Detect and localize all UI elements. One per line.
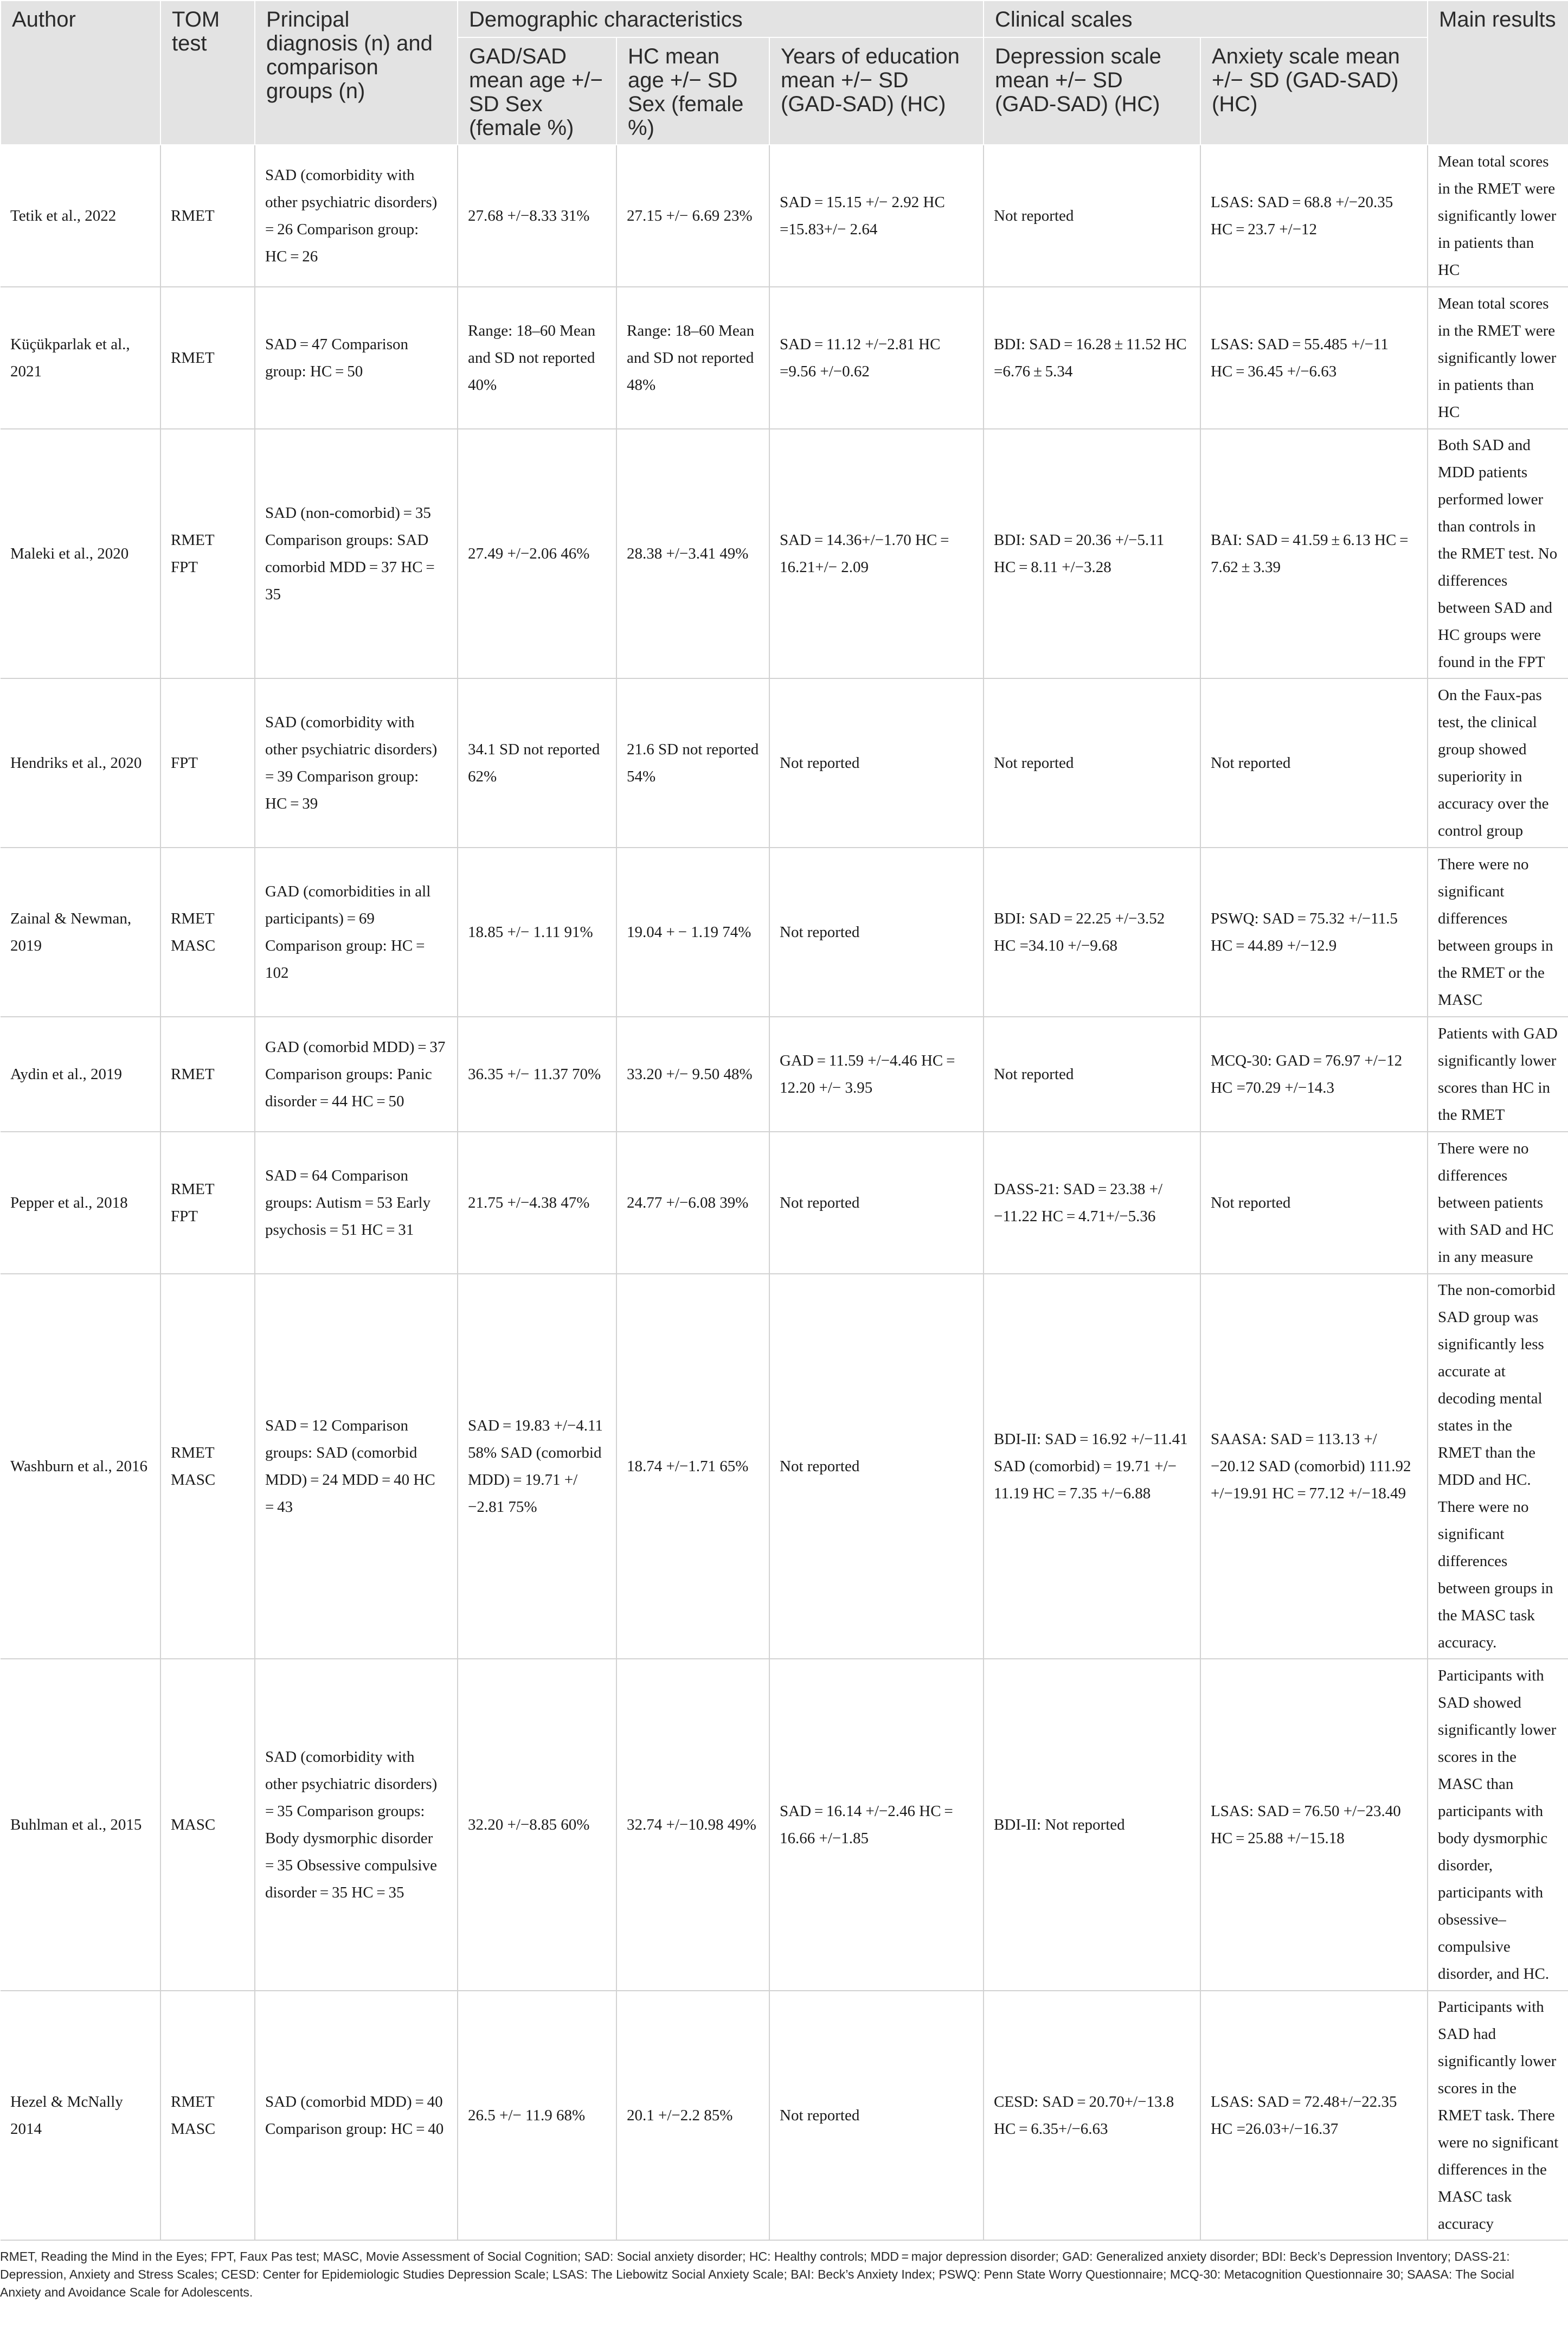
cell-tom-test: RMET MASC bbox=[160, 1991, 255, 2240]
cell-education: Not reported bbox=[769, 1991, 984, 2240]
cell-author: Washburn et al., 2016 bbox=[1, 1274, 160, 1659]
header-clinical: Clinical scales bbox=[984, 1, 1428, 37]
cell-main-results: Mean total scores in the RMET were significantly lower in patients than HC bbox=[1428, 145, 1568, 287]
cell-hc-age: 20.1 +/−2.2 85% bbox=[616, 1991, 769, 2240]
cell-tom-test: RMET FPT bbox=[160, 429, 255, 678]
cell-anxiety: LSAS: SAD = 68.8 +/−20.35 HC = 23.7 +/−12 bbox=[1200, 145, 1428, 287]
table-footnote: RMET, Reading the Mind in the Eyes; FPT, Faux Pas test; MASC, Movie Assessment of Social Cognition; SAD: Social anxiety disorder; HC: Healthy controls; MDD = major depression disorder; GAD: Generalized anxiety disorder; BDI: Beck’s Depression Inventory; DASS-21: Depression, Anxiety and Stress Scales; CESD: Center for Epidemiologic Studies Depression Scale; LSAS: The Liebowitz Social Anxiety Scale; BAI: Beck’s Anxiety Index; PSWQ: Penn State Worry Questionnaire; MCQ-30: Metacognition Questionnaire 30; SAASA: The Social Anxiety and Avoidance Scale for Adolescents. bbox=[0, 2249, 1514, 2299]
cell-author: Maleki et al., 2020 bbox=[1, 429, 160, 678]
cell-depression: BDI: SAD = 22.25 +/−3.52 HC =34.10 +/−9.68 bbox=[984, 848, 1200, 1017]
cell-anxiety: Not reported bbox=[1200, 1132, 1428, 1274]
cell-anxiety: LSAS: SAD = 72.48+/−22.35 HC =26.03+/−16.37 bbox=[1200, 1991, 1428, 2240]
header-row-top bbox=[1, 1, 1568, 37]
cell-gad-sad-age: SAD = 19.83 +/−4.11 58% SAD (comorbid MDD) = 19.71 +/−2.81 75% bbox=[458, 1274, 616, 1659]
cell-anxiety: LSAS: SAD = 55.485 +/−11 HC = 36.45 +/−6.63 bbox=[1200, 287, 1428, 429]
cell-gad-sad-age: 26.5 +/− 11.9 68% bbox=[458, 1991, 616, 2240]
cell-anxiety: Not reported bbox=[1200, 678, 1428, 848]
cell-main-results: On the Faux-pas test, the clinical group showed superiority in accuracy over the control group bbox=[1428, 678, 1568, 848]
cell-hc-age: Range: 18–60 Mean and SD not reported 48% bbox=[616, 287, 769, 429]
cell-gad-sad-age: Range: 18–60 Mean and SD not reported 40% bbox=[458, 287, 616, 429]
cell-tom-test: FPT bbox=[160, 678, 255, 848]
cell-anxiety: MCQ-30: GAD = 76.97 +/−12 HC =70.29 +/−14.3 bbox=[1200, 1017, 1428, 1132]
cell-depression: Not reported bbox=[984, 1017, 1200, 1132]
cell-depression: DASS-21: SAD = 23.38 +/−11.22 HC = 4.71+/−5.36 bbox=[984, 1132, 1200, 1274]
cell-author: Pepper et al., 2018 bbox=[1, 1132, 160, 1274]
table-row bbox=[1, 429, 1568, 678]
cell-depression: Not reported bbox=[984, 145, 1200, 287]
cell-gad-sad-age: 27.49 +/−2.06 46% bbox=[458, 429, 616, 678]
cell-diagnosis: SAD = 47 Comparison group: HC = 50 bbox=[255, 287, 458, 429]
cell-anxiety: BAI: SAD = 41.59 ± 6.13 HC = 7.62 ± 3.39 bbox=[1200, 429, 1428, 678]
header-demographic: Demographic characteristics bbox=[458, 1, 984, 37]
header-author: Author bbox=[1, 1, 160, 145]
header-depression: Depression scale mean +/− SD (GAD-SAD) (HC) bbox=[984, 37, 1200, 145]
cell-education: SAD = 15.15 +/− 2.92 HC =15.83+/− 2.64 bbox=[769, 145, 984, 287]
cell-gad-sad-age: 18.85 +/− 1.11 91% bbox=[458, 848, 616, 1017]
cell-tom-test: RMET bbox=[160, 145, 255, 287]
table-row bbox=[1, 848, 1568, 1017]
cell-gad-sad-age: 36.35 +/− 11.37 70% bbox=[458, 1017, 616, 1132]
cell-author: Hendriks et al., 2020 bbox=[1, 678, 160, 848]
cell-diagnosis: SAD (comorbidity with other psychiatric disorders) = 39 Comparison group: HC = 39 bbox=[255, 678, 458, 848]
cell-tom-test: RMET bbox=[160, 287, 255, 429]
cell-author: Zainal & Newman, 2019 bbox=[1, 848, 160, 1017]
cell-depression: BDI-II: SAD = 16.92 +/−11.41 SAD (comorbid) = 19.71 +/− 11.19 HC = 7.35 +/−6.88 bbox=[984, 1274, 1200, 1659]
cell-tom-test: RMET FPT bbox=[160, 1132, 255, 1274]
table-row bbox=[1, 678, 1568, 848]
table-row bbox=[1, 1274, 1568, 1659]
cell-diagnosis: SAD (comorbid MDD) = 40 Comparison group: HC = 40 bbox=[255, 1991, 458, 2240]
cell-main-results: Mean total scores in the RMET were significantly lower in patients than HC bbox=[1428, 287, 1568, 429]
cell-anxiety: LSAS: SAD = 76.50 +/−23.40 HC = 25.88 +/−15.18 bbox=[1200, 1659, 1428, 1991]
header-tom-test: TOM test bbox=[160, 1, 255, 145]
cell-main-results: Participants with SAD showed significantly lower scores in the MASC than participants with body dysmorphic disorder, participants with obsessive–compulsive disorder, and HC. bbox=[1428, 1659, 1568, 1991]
cell-diagnosis: GAD (comorbid MDD) = 37 Comparison groups: Panic disorder = 44 HC = 50 bbox=[255, 1017, 458, 1132]
table-row bbox=[1, 1017, 1568, 1132]
cell-diagnosis: SAD = 12 Comparison groups: SAD (comorbid MDD) = 24 MDD = 40 HC = 43 bbox=[255, 1274, 458, 1659]
cell-main-results: Patients with GAD significantly lower scores than HC in the RMET bbox=[1428, 1017, 1568, 1132]
cell-diagnosis: SAD (comorbidity with other psychiatric disorders) = 26 Comparison group: HC = 26 bbox=[255, 145, 458, 287]
cell-diagnosis: SAD = 64 Comparison groups: Autism = 53 Early psychosis = 51 HC = 31 bbox=[255, 1132, 458, 1274]
cell-education: SAD = 11.12 +/−2.81 HC =9.56 +/−0.62 bbox=[769, 287, 984, 429]
cell-main-results: The non-comorbid SAD group was significantly less accurate at decoding mental states in the RMET than the MDD and HC. There were no significant differences between groups in the MASC task accuracy. bbox=[1428, 1274, 1568, 1659]
cell-main-results: There were no differences between patients with SAD and HC in any measure bbox=[1428, 1132, 1568, 1274]
cell-author: Aydin et al., 2019 bbox=[1, 1017, 160, 1132]
table-row bbox=[1, 145, 1568, 287]
cell-depression: BDI: SAD = 20.36 +/−5.11 HC = 8.11 +/−3.28 bbox=[984, 429, 1200, 678]
cell-main-results: Participants with SAD had significantly lower scores in the RMET task. There were no significant differences in the MASC task accuracy bbox=[1428, 1991, 1568, 2240]
cell-anxiety: SAASA: SAD = 113.13 +/−20.12 SAD (comorbid) 111.92 +/−19.91 HC = 77.12 +/−18.49 bbox=[1200, 1274, 1428, 1659]
header-diagnosis: Principal diagnosis (n) and comparison groups (n) bbox=[255, 1, 458, 145]
cell-tom-test: RMET MASC bbox=[160, 1274, 255, 1659]
table-row bbox=[1, 1991, 1568, 2240]
cell-hc-age: 33.20 +/− 9.50 48% bbox=[616, 1017, 769, 1132]
cell-diagnosis: SAD (comorbidity with other psychiatric disorders) = 35 Comparison groups: Body dysmorphic disorder = 35 Obsessive compulsive disorder = 35 HC = 35 bbox=[255, 1659, 458, 1991]
cell-education: GAD = 11.59 +/−4.46 HC = 12.20 +/− 3.95 bbox=[769, 1017, 984, 1132]
cell-education: Not reported bbox=[769, 1274, 984, 1659]
cell-depression: BDI: SAD = 16.28 ± 11.52 HC =6.76 ± 5.34 bbox=[984, 287, 1200, 429]
cell-tom-test: RMET bbox=[160, 1017, 255, 1132]
cell-hc-age: 27.15 +/− 6.69 23% bbox=[616, 145, 769, 287]
cell-gad-sad-age: 34.1 SD not reported 62% bbox=[458, 678, 616, 848]
table-row bbox=[1, 1132, 1568, 1274]
cell-author: Küçükparlak et al., 2021 bbox=[1, 287, 160, 429]
cell-main-results: There were no significant differences between groups in the RMET or the MASC bbox=[1428, 848, 1568, 1017]
cell-gad-sad-age: 27.68 +/−8.33 31% bbox=[458, 145, 616, 287]
cell-author: Tetik et al., 2022 bbox=[1, 145, 160, 287]
cell-depression: CESD: SAD = 20.70+/−13.8 HC = 6.35+/−6.63 bbox=[984, 1991, 1200, 2240]
cell-education: Not reported bbox=[769, 1132, 984, 1274]
cell-main-results: Both SAD and MDD patients performed lower than controls in the RMET test. No differences between SAD and HC groups were found in the FPT bbox=[1428, 429, 1568, 678]
cell-education: Not reported bbox=[769, 678, 984, 848]
cell-hc-age: 32.74 +/−10.98 49% bbox=[616, 1659, 769, 1991]
cell-gad-sad-age: 32.20 +/−8.85 60% bbox=[458, 1659, 616, 1991]
cell-education: Not reported bbox=[769, 848, 984, 1017]
cell-diagnosis: GAD (comorbidities in all participants) = 69 Comparison group: HC = 102 bbox=[255, 848, 458, 1017]
cell-hc-age: 28.38 +/−3.41 49% bbox=[616, 429, 769, 678]
header-anxiety: Anxiety scale mean +/− SD (GAD-SAD) (HC) bbox=[1200, 37, 1428, 145]
cell-hc-age: 18.74 +/−1.71 65% bbox=[616, 1274, 769, 1659]
cell-hc-age: 24.77 +/−6.08 39% bbox=[616, 1132, 769, 1274]
cell-education: SAD = 14.36+/−1.70 HC = 16.21+/− 2.09 bbox=[769, 429, 984, 678]
cell-tom-test: MASC bbox=[160, 1659, 255, 1991]
table-row bbox=[1, 287, 1568, 429]
cell-diagnosis: SAD (non-comorbid) = 35 Comparison groups: SAD comorbid MDD = 37 HC = 35 bbox=[255, 429, 458, 678]
cell-education: SAD = 16.14 +/−2.46 HC = 16.66 +/−1.85 bbox=[769, 1659, 984, 1991]
cell-hc-age: 21.6 SD not reported 54% bbox=[616, 678, 769, 848]
cell-anxiety: PSWQ: SAD = 75.32 +/−11.5 HC = 44.89 +/−12.9 bbox=[1200, 848, 1428, 1017]
cell-author: Buhlman et al., 2015 bbox=[1, 1659, 160, 1991]
cell-tom-test: RMET MASC bbox=[160, 848, 255, 1017]
header-main-results: Main results bbox=[1428, 1, 1568, 145]
cell-depression: BDI-II: Not reported bbox=[984, 1659, 1200, 1991]
cell-author: Hezel & McNally 2014 bbox=[1, 1991, 160, 2240]
cell-hc-age: 19.04 + − 1.19 74% bbox=[616, 848, 769, 1017]
header-gad-sad-age: GAD/SAD mean age +/− SD Sex (female %) bbox=[458, 37, 616, 145]
cell-gad-sad-age: 21.75 +/−4.38 47% bbox=[458, 1132, 616, 1274]
cell-depression: Not reported bbox=[984, 678, 1200, 848]
header-hc-age: HC mean age +/− SD Sex (female %) bbox=[616, 37, 769, 145]
table-row bbox=[1, 1659, 1568, 1991]
header-education: Years of education mean +/− SD (GAD-SAD) (HC) bbox=[769, 37, 984, 145]
